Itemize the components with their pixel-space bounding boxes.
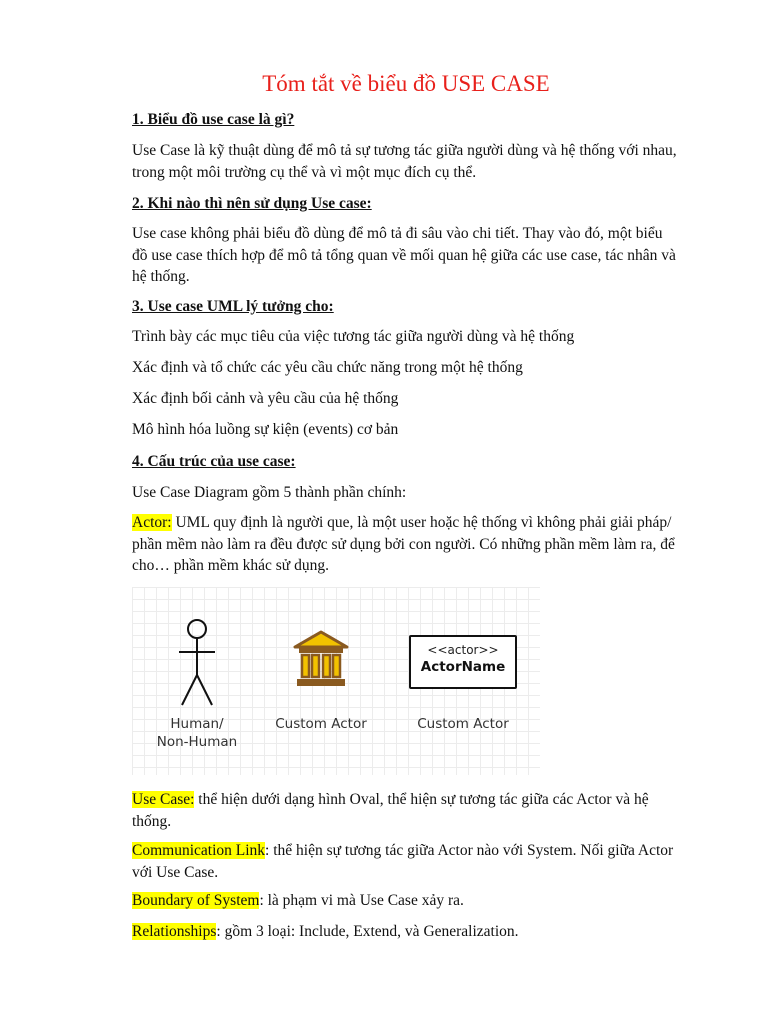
human-actor-label-line-1: Human/	[170, 716, 224, 732]
custom-actor-label-2: Custom Actor	[417, 716, 509, 732]
component-boundary-of-system-term: Boundary of System	[132, 892, 260, 909]
stick-figure-icon	[172, 617, 222, 709]
human-actor-label	[146, 715, 248, 751]
document-title: Tóm tắt về biểu đồ USE CASE	[262, 71, 550, 96]
section-4-intro: Use Case Diagram gồm 5 thành phần chính:	[132, 484, 407, 501]
component-use-case-desc: thể hiện dưới dạng hình Oval, thể hiện sự tương tác giữa các Actor và hệ thống.	[132, 791, 649, 830]
actor-stereotype-text: <<actor>>	[427, 643, 499, 657]
component-actor	[132, 512, 680, 577]
custom-actor-label-1: Custom Actor	[275, 716, 367, 732]
section-4-heading: 4. Cấu trúc của use case:	[132, 453, 296, 470]
section-3-item-3: Xác định bối cảnh và yêu cầu của hệ thống	[132, 390, 399, 407]
component-actor-desc: UML quy định là người que, là một user hoặc hệ thống vì không phải giải pháp/ phần mềm nào làm ra đều được sử dụng bởi con người. Có những phần mềm làm ra, để cho… phần mềm khác sử dụng.	[132, 514, 675, 574]
section-1-heading: 1. Biểu đồ use case là gì?	[132, 111, 295, 128]
actor-notation-figure	[132, 587, 540, 775]
bank-building-icon	[292, 629, 350, 689]
component-actor-term: Actor:	[132, 514, 172, 531]
component-communication-link-desc: : thể hiện sự tương tác giữa Actor nào với System. Nối giữa Actor với Use Case.	[132, 842, 674, 881]
section-3-item-2: Xác định và tổ chức các yêu cầu chức năng trong một hệ thống	[132, 359, 523, 376]
component-boundary-of-system	[132, 891, 464, 911]
section-2-body: Use case không phải biểu đồ dùng để mô tả đi sâu vào chi tiết. Thay vào đó, một biểu đồ use case thích hợp để mô tả tổng quan về mối quan hệ giữa các use case, tác nhân và hệ thống.	[132, 225, 676, 285]
component-boundary-of-system-desc: : là phạm vi mà Use Case xảy ra.	[259, 892, 464, 909]
section-3-item-4: Mô hình hóa luồng sự kiện (events) cơ bản	[132, 421, 399, 438]
section-2-heading: 2. Khi nào thì nên sử dụng Use case:	[132, 195, 372, 212]
component-use-case	[132, 789, 680, 832]
actor-name-text: ActorName	[420, 659, 506, 675]
actor-stereotype-box	[409, 635, 517, 689]
component-relationships-term: Relationships	[132, 923, 217, 940]
component-relationships	[132, 922, 519, 942]
component-use-case-term: Use Case:	[132, 791, 195, 808]
component-relationships-desc: : gồm 3 loại: Include, Extend, và Generalization.	[216, 923, 519, 940]
section-3-item-1: Trình bày các mục tiêu của việc tương tác giữa người dùng và hệ thống	[132, 328, 575, 345]
human-actor-label-line-2: Non-Human	[156, 734, 238, 750]
section-1-body: Use Case là kỹ thuật dùng để mô tả sự tương tác giữa người dùng và hệ thống với nhau, trong một môi trường cụ thể và vì một mục đích cụ thể.	[132, 142, 677, 181]
component-communication-link-term: Communication Link	[132, 842, 266, 859]
component-communication-link	[132, 840, 680, 883]
section-3-heading: 3. Use case UML lý tưởng cho:	[132, 298, 334, 315]
